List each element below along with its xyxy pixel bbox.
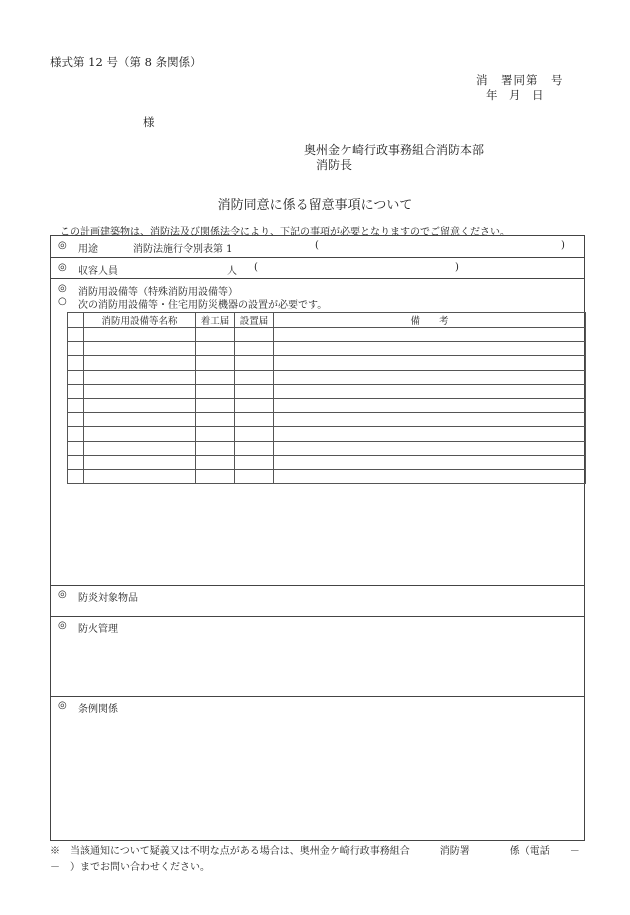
install-notice-cell[interactable] [235, 427, 274, 441]
equipment-label: 消防用設備等（特殊消防用設備等） [78, 287, 238, 298]
equipment-index-cell[interactable] [68, 413, 84, 427]
usage-paren-open: ( [315, 240, 319, 251]
equipment-index-header [68, 313, 84, 328]
equipment-table-row [68, 455, 586, 469]
capacity-paren-open: ( [254, 262, 258, 273]
equipment-index-cell[interactable] [68, 441, 84, 455]
start-notice-header: 着工届 [196, 313, 235, 328]
fire-management-mark: ◎ [58, 620, 67, 631]
remarks-cell[interactable] [274, 455, 586, 469]
equipment-index-cell[interactable] [68, 370, 84, 384]
sender-organization: 奥州金ケ崎行政事務組合消防本部 [304, 143, 485, 157]
equipment-table-row [68, 370, 586, 384]
usage-mark: ◎ [58, 240, 67, 251]
fire-management-label: 防火管理 [78, 624, 118, 635]
equipment-name-cell[interactable] [84, 384, 196, 398]
start-notice-cell[interactable] [196, 398, 235, 412]
ordinance-label: 条例関係 [78, 704, 118, 715]
install-notice-cell[interactable] [235, 328, 274, 342]
footnote: ※ 当該通知について疑義又は不明な点がある場合は、奥州金ケ崎行政事務組合 消防署 係（電話 － － ）までお問い合わせください。 [50, 846, 590, 873]
equipment-table-row [68, 441, 586, 455]
intro-text: この計画建築物は、消防法及び関係法令により、下記の事項が必要となりますのでご留意ください。 [60, 227, 510, 238]
equipment-name-cell[interactable] [84, 342, 196, 356]
install-notice-cell[interactable] [235, 384, 274, 398]
equipment-index-cell[interactable] [68, 455, 84, 469]
equipment-table-row [68, 413, 586, 427]
usage-paren-close: ) [561, 240, 565, 251]
install-notice-cell[interactable] [235, 455, 274, 469]
equipment-index-cell[interactable] [68, 342, 84, 356]
remarks-cell[interactable] [274, 342, 586, 356]
equipment-name-cell[interactable] [84, 413, 196, 427]
start-notice-cell[interactable] [196, 413, 235, 427]
equipment-name-cell[interactable] [84, 328, 196, 342]
equipment-name-cell[interactable] [84, 370, 196, 384]
equipment-name-cell[interactable] [84, 427, 196, 441]
install-notice-cell[interactable] [235, 441, 274, 455]
equipment-table-header [68, 313, 586, 328]
equipment-name-header: 消防用設備等名称 [84, 313, 196, 328]
equipment-index-cell[interactable] [68, 328, 84, 342]
equipment-table-row [68, 469, 586, 483]
capacity-label: 収容人員 [78, 266, 118, 277]
addressee: 様 [143, 115, 155, 129]
start-notice-cell[interactable] [196, 356, 235, 370]
flameproof-mark: ◎ [58, 589, 67, 600]
equipment-index-cell[interactable] [68, 384, 84, 398]
form-frame [50, 235, 585, 841]
capacity-mark: ◎ [58, 262, 67, 273]
install-notice-cell[interactable] [235, 469, 274, 483]
equipment-name-cell[interactable] [84, 455, 196, 469]
equipment-index-cell[interactable] [68, 469, 84, 483]
remarks-cell[interactable] [274, 469, 586, 483]
flameproof-label: 防炎対象物品 [78, 593, 138, 604]
capacity-paren-close: ) [455, 262, 459, 273]
equipment-name-cell[interactable] [84, 441, 196, 455]
install-notice-cell[interactable] [235, 413, 274, 427]
start-notice-cell[interactable] [196, 455, 235, 469]
start-notice-cell[interactable] [196, 441, 235, 455]
equipment-sub-label: 次の消防用設備等・住宅用防災機器の設置が必要です。 [78, 300, 328, 311]
start-notice-cell[interactable] [196, 384, 235, 398]
start-notice-cell[interactable] [196, 370, 235, 384]
start-notice-cell[interactable] [196, 469, 235, 483]
document-title: 消防同意に係る留意事項について [217, 198, 413, 213]
document-number: 消 署同第 号 [476, 73, 564, 87]
form-number: 様式第 12 号（第 8 条関係） [50, 55, 202, 69]
remarks-cell[interactable] [274, 356, 586, 370]
install-notice-cell[interactable] [235, 370, 274, 384]
remarks-cell[interactable] [274, 398, 586, 412]
equipment-table-row [68, 356, 586, 370]
equipment-table-row [68, 384, 586, 398]
remarks-cell[interactable] [274, 384, 586, 398]
capacity-unit: 人 [227, 266, 237, 277]
equipment-table-row [68, 342, 586, 356]
equipment-name-cell[interactable] [84, 398, 196, 412]
equipment-sub-mark: ○ [58, 296, 67, 307]
start-notice-cell[interactable] [196, 328, 235, 342]
equipment-index-cell[interactable] [68, 356, 84, 370]
equipment-index-cell[interactable] [68, 398, 84, 412]
start-notice-cell[interactable] [196, 342, 235, 356]
remarks-cell[interactable] [274, 441, 586, 455]
equipment-table-row [68, 398, 586, 412]
install-notice-cell[interactable] [235, 342, 274, 356]
remarks-cell[interactable] [274, 328, 586, 342]
install-notice-cell[interactable] [235, 356, 274, 370]
equipment-name-cell[interactable] [84, 469, 196, 483]
equipment-name-cell[interactable] [84, 356, 196, 370]
equipment-mark: ◎ [58, 283, 67, 294]
remarks-cell[interactable] [274, 427, 586, 441]
remarks-cell[interactable] [274, 370, 586, 384]
document-date: 年 月 日 [486, 88, 544, 102]
start-notice-cell[interactable] [196, 427, 235, 441]
install-notice-cell[interactable] [235, 398, 274, 412]
equipment-table-row [68, 427, 586, 441]
remarks-cell[interactable] [274, 413, 586, 427]
remarks-header: 備 考 [274, 313, 586, 328]
equipment-table [67, 312, 586, 484]
ordinance-mark: ◎ [58, 700, 67, 711]
usage-label: 用途 [78, 244, 98, 255]
install-notice-header: 設置届 [235, 313, 274, 328]
sender-title: 消防長 [316, 158, 353, 172]
equipment-index-cell[interactable] [68, 427, 84, 441]
equipment-table-row [68, 328, 586, 342]
usage-reference: 消防法施行令別表第 1 [133, 244, 233, 255]
